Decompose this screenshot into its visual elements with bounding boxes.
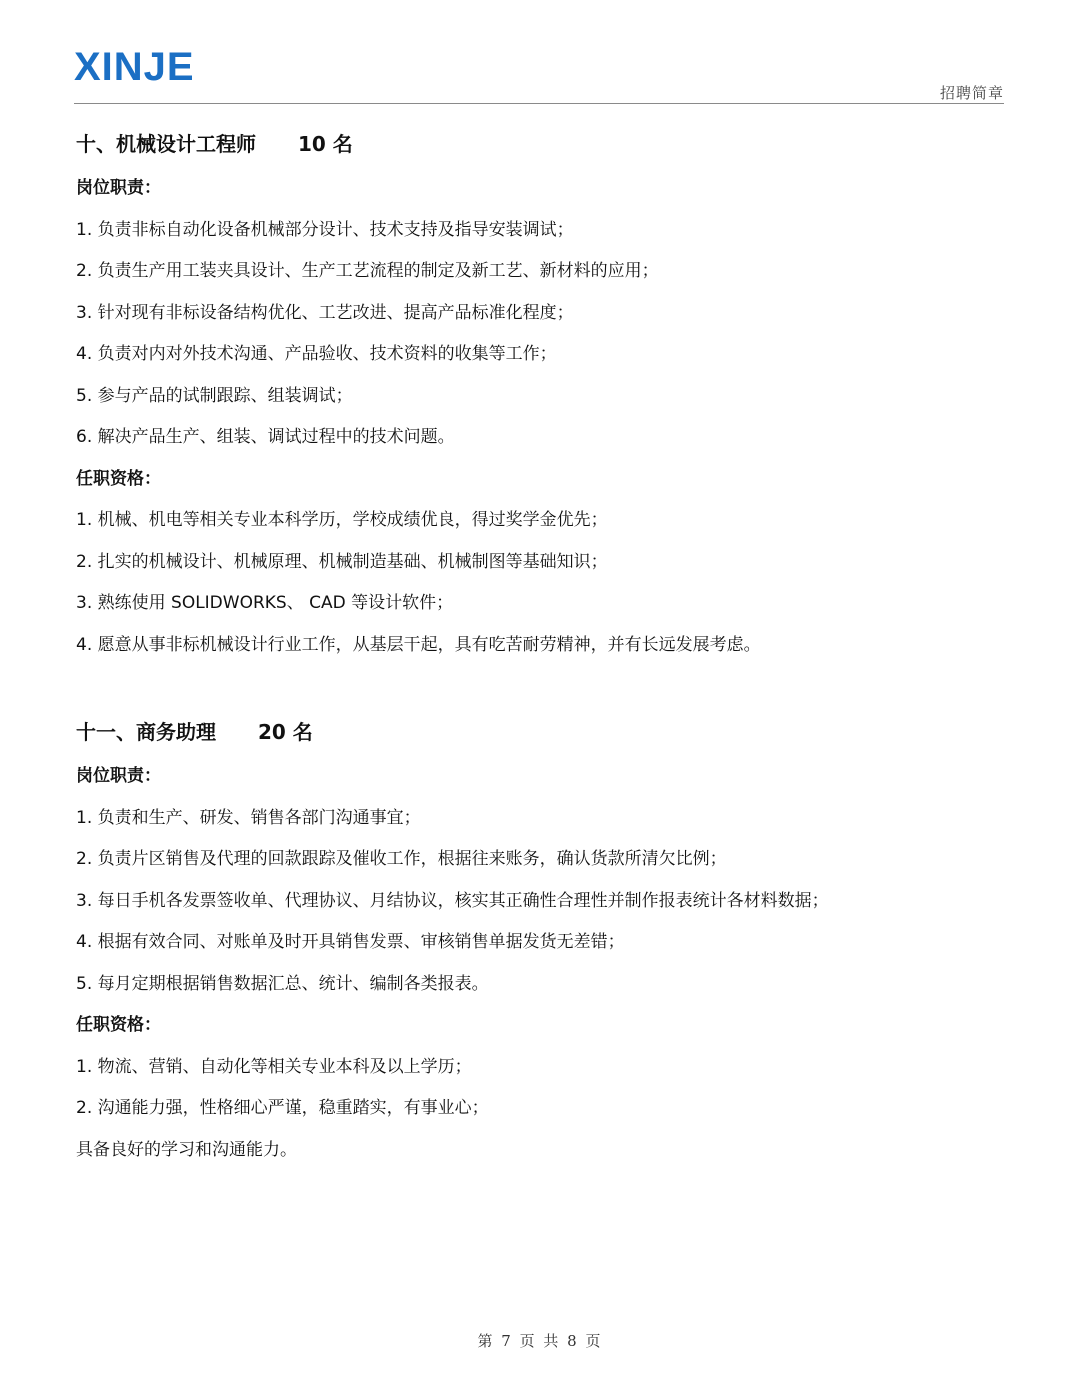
section-title (76, 126, 1006, 162)
job-title: 十、机械设计工程师 (76, 132, 256, 156)
duty-item: 4. 负责对内对外技术沟通、产品验收、技术资料的收集等工作； (76, 344, 557, 364)
header-divider (74, 103, 1004, 104)
duty-item: 5. 每月定期根据销售数据汇总、统计、编制各类报表。 (76, 973, 489, 994)
qualification-item: 1. 物流、营销、自动化等相关专业本科及以上学历； (76, 1056, 472, 1077)
qualification-item: 3. 熟练使用 SOLIDWORKS、 CAD 等设计软件； (76, 593, 454, 613)
job-title: 十一、商务助理 (76, 720, 216, 744)
duty-item: 4. 根据有效合同、对账单及时开具销售发票、审核销售单据发货无差错； (76, 932, 625, 952)
duty-item: 1. 负责非标自动化设备机械部分设计、技术支持及指导安装调试； (76, 219, 574, 240)
duty-item: 3. 每日手机各发票签收单、代理协议、月结协议，核实其正确性合理性并制作报表统计各材料数据； (76, 890, 829, 911)
headcount: 20 名 (258, 720, 313, 744)
duty-item: 3. 针对现有非标设备结构优化、工艺改进、提高产品标准化程度； (76, 302, 574, 323)
duty-item: 2. 负责片区销售及代理的回款跟踪及催收工作，根据往来账务，确认货款所清欠比例； (76, 849, 727, 869)
duty-item: 2. 负责生产用工装夹具设计、生产工艺流程的制定及新工艺、新材料的应用； (76, 261, 659, 281)
page-number-footer: 第 7 页 共 8 页 (477, 1332, 603, 1350)
duty-item: 5. 参与产品的试制跟踪、组装调试； (76, 385, 353, 406)
qualification-item: 2. 沟通能力强，性格细心严谨，稳重踏实，有事业心； (76, 1098, 489, 1118)
qualification-item: 4. 愿意从事非标机械设计行业工作，从基层干起，具有吃苦耐劳精神，并有长远发展考虑。 (76, 634, 761, 655)
xinje-logo (74, 48, 216, 84)
qualification-item: 1. 机械、机电等相关专业本科学历，学校成绩优良，得过奖学金优先； (76, 510, 608, 530)
duties-heading: 岗位职责： (76, 178, 161, 198)
qualification-item: 2. 扎实的机械设计、机械原理、机械制造基础、机械制图等基础知识； (76, 551, 608, 572)
headcount: 10 名 (298, 132, 353, 156)
qualifications-heading: 任职资格： (76, 1015, 161, 1035)
duty-item: 6. 解决产品生产、组装、调试过程中的技术问题。 (76, 427, 455, 447)
job-section-business-assistant (76, 714, 1006, 1171)
logo-wordmark: XINJE (74, 48, 195, 84)
duties-heading: 岗位职责： (76, 766, 161, 786)
document-header-title: 招聘简章 (939, 84, 1004, 102)
page-content (76, 126, 1006, 1171)
job-section-mechanical-engineer (76, 126, 1006, 666)
section-title (76, 714, 1006, 750)
duty-item: 1. 负责和生产、研发、销售各部门沟通事宜； (76, 807, 421, 828)
qualification-item: 具备良好的学习和沟通能力。 (76, 1139, 297, 1160)
qualifications-heading: 任职资格： (76, 468, 161, 489)
